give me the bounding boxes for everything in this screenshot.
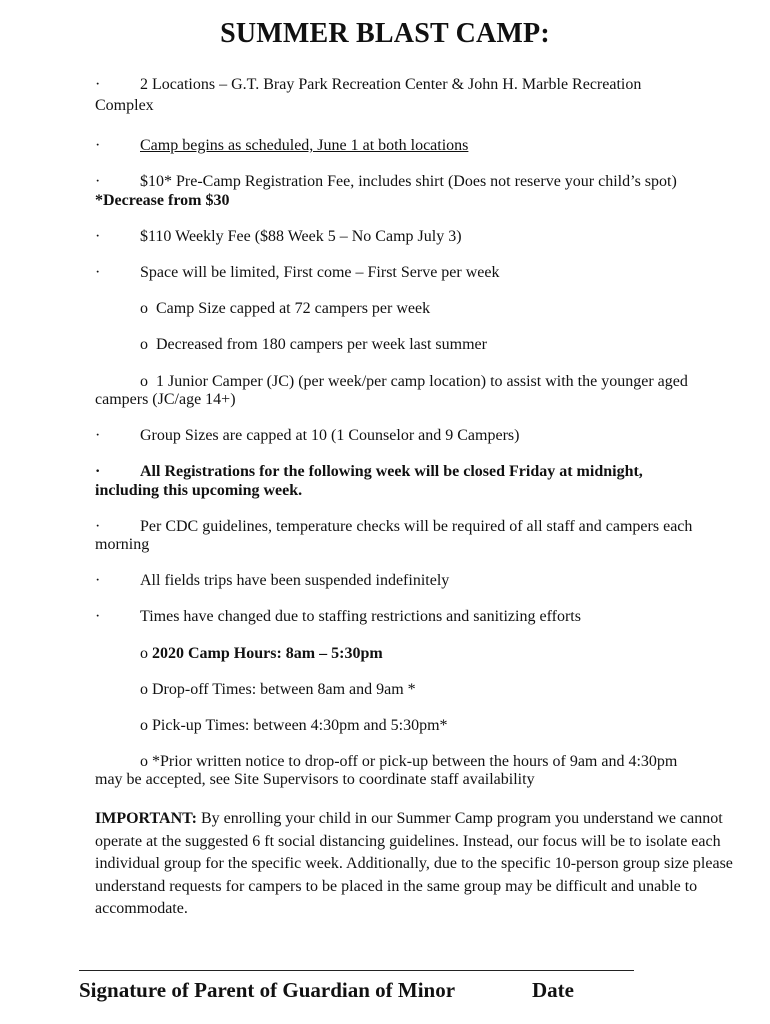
- prior-text: *Prior written notice to drop-off or pick-up between the hours of 9am and 4:30pm: [152, 753, 678, 770]
- bullet-icon: ·: [95, 173, 101, 190]
- list-item-cdc-cont: [95, 536, 750, 554]
- sub-item-hours: [95, 645, 750, 663]
- sub-item-junior-cont: [95, 391, 750, 409]
- list-item-closed-cont: [95, 482, 750, 500]
- list-item-fee-cont: [95, 192, 750, 210]
- closed-text: All Registrations for the following week will be closed Friday at midnight,: [140, 463, 643, 480]
- bullet-icon: ·: [95, 427, 101, 444]
- hours-text: 2020 Camp Hours: 8am – 5:30pm: [152, 645, 383, 662]
- pickup-text: Pick-up Times: between 4:30pm and 5:30pm*: [152, 717, 448, 734]
- important-text: By enrolling your child in our Summer Camp program you understand we cannot operate at the suggested 6 ft social distancing guidelines. Instead, our focus will be to isolate each individual group for the specific week. Additionally, due to the specific 10-person group size please understand requests for campers to be placed in the same group may be difficult and unable to accommodate.: [95, 810, 733, 917]
- junior-text-cont: campers (JC/age 14+): [95, 391, 236, 408]
- date-label: Date: [532, 978, 574, 1002]
- sub-item-dropoff: [95, 681, 750, 699]
- list-item-locations-cont: [95, 97, 750, 115]
- sub-item-junior: [95, 373, 750, 391]
- begins-text: Camp begins as scheduled, June 1 at both locations: [140, 137, 469, 154]
- bullet-icon: ·: [95, 463, 101, 480]
- list-item-trips: [95, 572, 750, 590]
- list-item-groups: [95, 427, 750, 445]
- locations-text-cont: Complex: [95, 97, 154, 114]
- important-paragraph: [95, 808, 750, 921]
- fee-decrease-text: *Decrease from $30: [95, 192, 230, 209]
- weekly-text: $110 Weekly Fee ($88 Week 5 – No Camp July 3): [140, 228, 462, 245]
- bullet-icon: ·: [95, 137, 101, 154]
- cdc-text-cont: morning: [95, 536, 150, 553]
- list-item-locations: [95, 76, 750, 94]
- list-item-fee: [95, 173, 750, 191]
- locations-text: 2 Locations – G.T. Bray Park Recreation Center & John H. Marble Recreation: [140, 76, 642, 93]
- sub-bullet-icon: o: [140, 645, 148, 662]
- list-item-closed: [95, 463, 750, 481]
- cap72-text: Camp Size capped at 72 campers per week: [156, 300, 431, 317]
- page-title: SUMMER BLAST CAMP:: [220, 18, 550, 49]
- list-item-space: [95, 264, 750, 282]
- sub-item-decreased: [95, 336, 750, 354]
- list-item-times: [95, 608, 750, 626]
- sub-item-pickup: [95, 717, 750, 735]
- sub-bullet-icon: o: [140, 373, 148, 390]
- signature-line: [79, 970, 634, 971]
- bullet-icon: ·: [95, 228, 101, 245]
- sub-item-cap72: [95, 300, 750, 318]
- important-label: IMPORTANT:: [95, 810, 197, 827]
- list-item-begins: [95, 137, 750, 155]
- dropoff-text: Drop-off Times: between 8am and 9am *: [152, 681, 416, 698]
- sub-bullet-icon: o: [140, 300, 148, 317]
- space-text: Space will be limited, First come – First Serve per week: [140, 264, 500, 281]
- sub-bullet-icon: o: [140, 681, 148, 698]
- cdc-text: Per CDC guidelines, temperature checks will be required of all staff and campers each: [140, 518, 693, 535]
- sub-bullet-icon: o: [140, 336, 148, 353]
- groups-text: Group Sizes are capped at 10 (1 Counselor and 9 Campers): [140, 427, 520, 444]
- prior-text-cont: may be accepted, see Site Supervisors to coordinate staff availability: [95, 771, 535, 788]
- junior-text: 1 Junior Camper (JC) (per week/per camp location) to assist with the younger aged: [156, 373, 688, 390]
- bullet-icon: ·: [95, 518, 101, 535]
- closed-text-cont: including this upcoming week.: [95, 482, 303, 499]
- sub-item-prior-cont: [95, 771, 750, 789]
- times-text: Times have changed due to staffing restrictions and sanitizing efforts: [140, 608, 581, 625]
- bullet-icon: ·: [95, 76, 101, 93]
- bullet-icon: ·: [95, 264, 101, 281]
- sub-bullet-icon: o: [140, 717, 148, 734]
- sub-bullet-icon: o: [140, 753, 148, 770]
- fee-text: $10* Pre-Camp Registration Fee, includes shirt (Does not reserve your child’s spot): [140, 173, 677, 190]
- trips-text: All fields trips have been suspended indefinitely: [140, 572, 450, 589]
- decreased-text: Decreased from 180 campers per week last summer: [156, 336, 487, 353]
- signature-label: Signature of Parent of Guardian of Minor: [79, 978, 456, 1002]
- bullet-icon: ·: [95, 608, 101, 625]
- bullet-icon: ·: [95, 572, 101, 589]
- list-item-weekly: [95, 228, 750, 246]
- sub-item-prior: [95, 753, 750, 771]
- list-item-cdc: [95, 518, 750, 536]
